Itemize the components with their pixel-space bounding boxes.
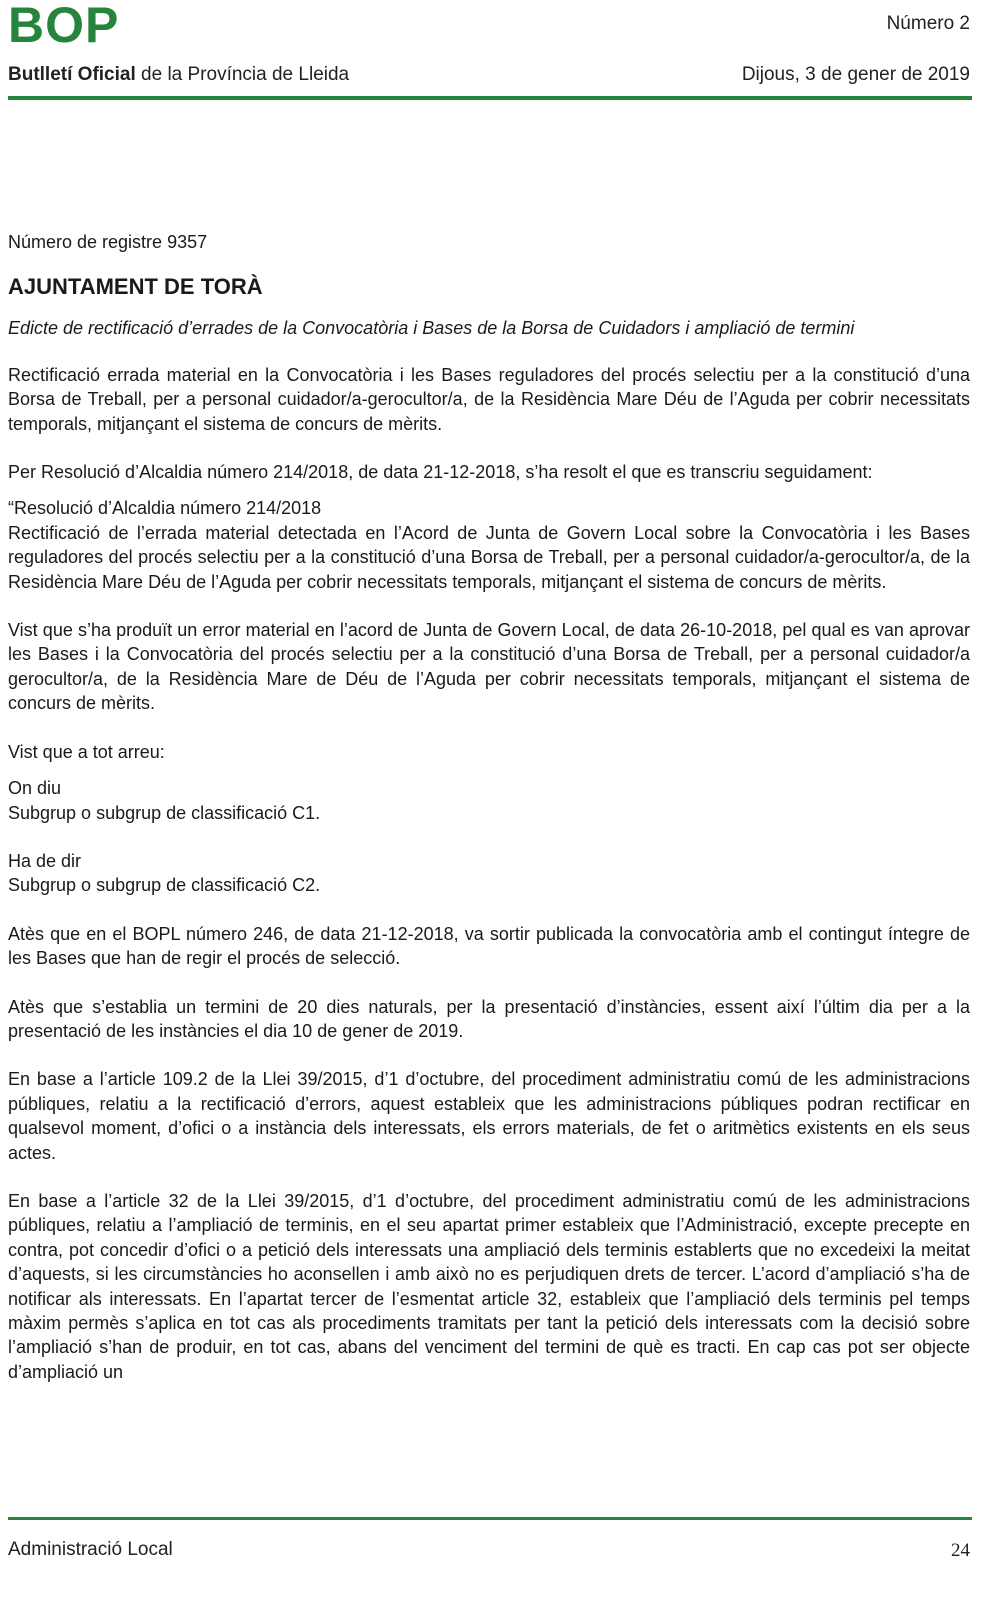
issue-number: Número 2 bbox=[886, 13, 970, 34]
paragraph: Per Resolució d’Alcaldia número 214/2018, de data 21-12-2018, s’ha resolt el que es transcriu seguidament: bbox=[8, 462, 873, 483]
paragraph: Ha de dir bbox=[8, 850, 82, 871]
publication-title bbox=[8, 64, 349, 86]
page-number: 24 bbox=[951, 1540, 970, 1561]
paragraph: Subgrup o subgrup de classificació C1. bbox=[8, 802, 321, 823]
publication-date: Dijous, 3 de gener de 2019 bbox=[741, 64, 970, 85]
edict-title: Edicte de rectificació d’errades de la Convocatòria i Bases de la Borsa de Cuidadors i ampliació de termini bbox=[8, 318, 855, 339]
paragraph: Subgrup o subgrup de classificació C2. bbox=[8, 875, 321, 896]
paragraph: Atès que en el BOPL número 246, de data 21-12-2018, va sortir publicada la convocatòria amb el contingut íntegre de les Bases que han de regir el procés de selecció. bbox=[8, 923, 970, 969]
paragraph: “Resolució d’Alcaldia número 214/2018 bbox=[8, 498, 322, 519]
footer-section: Administració Local bbox=[8, 1539, 173, 1560]
paragraph: On diu bbox=[8, 778, 62, 799]
bop-logo: BOP bbox=[8, 0, 120, 53]
paragraph: Rectificació de l’errada material detectada en l’Acord de Junta de Govern Local sobre la Convocatòria i les Bases reguladores del procés selectiu per a la constitució d’una Borsa de Treball, per a personal cuidador/a-gerocultor/a, de la Residència Mare Déu de l’Aguda per cobrir necessitats temporals, mitjançant el sistema de concurs de mèrits. bbox=[8, 522, 970, 592]
paragraph: Vist que s’ha produït un error material en l’acord de Junta de Govern Local, de data 26-10-2018, pel qual es van aprovar les Bases i la Convocatòria del procés selectiu per a la constitució d’una Borsa de Treball, per a personal cuidador/a gerocultor/a, de la Residència Mare de Déu de l’Aguda per cobrir necessitats temporals, mitjançant el sistema de concurs de mèrits. bbox=[8, 620, 970, 714]
footer-divider bbox=[8, 1517, 972, 1520]
registry-number: Número de registre 9357 bbox=[8, 232, 208, 252]
paragraph: Rectificació errada material en la Convocatòria i les Bases reguladores del procés selectiu per a la constitució d’una Borsa de Treball, per a personal cuidador/a-gerocultor/a, de la Residència Mare Déu de l’Aguda per cobrir necessitats temporals, mitjançant el sistema de concurs de mèrits. bbox=[8, 364, 970, 434]
paragraph: En base a l’article 32 de la Llei 39/2015, d’1 d’octubre, del procediment administratiu comú de les administracions públiques, relatiu a l’ampliació de terminis, en el seu apartat primer estableix que l’Administració, excepte precepte en contra, pot concedir d’ofici o a petició dels interessats una ampliació dels terminis establerts que no excedeixi la meitat d’aquests, si les circumstàncies ho aconsellen i amb això no es perjudiquen drets de tercer. L’acord d’ampliació s’ha de notificar als interessats. En l’apartat tercer de l’esmentat article 32, estableix que l’ampliació dels terminis pel temps màxim permès s’aplica en tot cas als procediments tramitats per tant la petició dels interessats com la decisió sobre l’ampliació s’han de produir, en tot cas, abans del venciment del termini de què es tracti. En cap cas pot ser objecte d’ampliació un bbox=[8, 1190, 970, 1382]
document-body bbox=[8, 230, 970, 1384]
entity-heading: AJUNTAMENT DE TORÀ bbox=[8, 274, 263, 300]
paragraph: Atès que s’establia un termini de 20 dies naturals, per la presentació d’instàncies, essent així l’últim dia per a la presentació de les instàncies el dia 10 de gener de 2019. bbox=[8, 996, 970, 1041]
paragraph: En base a l’article 109.2 de la Llei 39/2015, d’1 d’octubre, del procediment administratiu comú de les administracions públiques, relatiu a la rectificació d’errors, aquest estableix que les administracions públiques podran rectificar en qualsevol moment, d’ofici o a instància dels interessats, els errors materials, de fet o aritmètics existents en els seus actes. bbox=[8, 1069, 970, 1163]
paragraph: Vist que a tot arreu: bbox=[8, 741, 165, 762]
header-divider bbox=[8, 96, 972, 100]
publication-title-bold: Butlletí Oficial bbox=[8, 64, 136, 85]
publication-title-rest: de la Província de Lleida bbox=[135, 64, 350, 85]
